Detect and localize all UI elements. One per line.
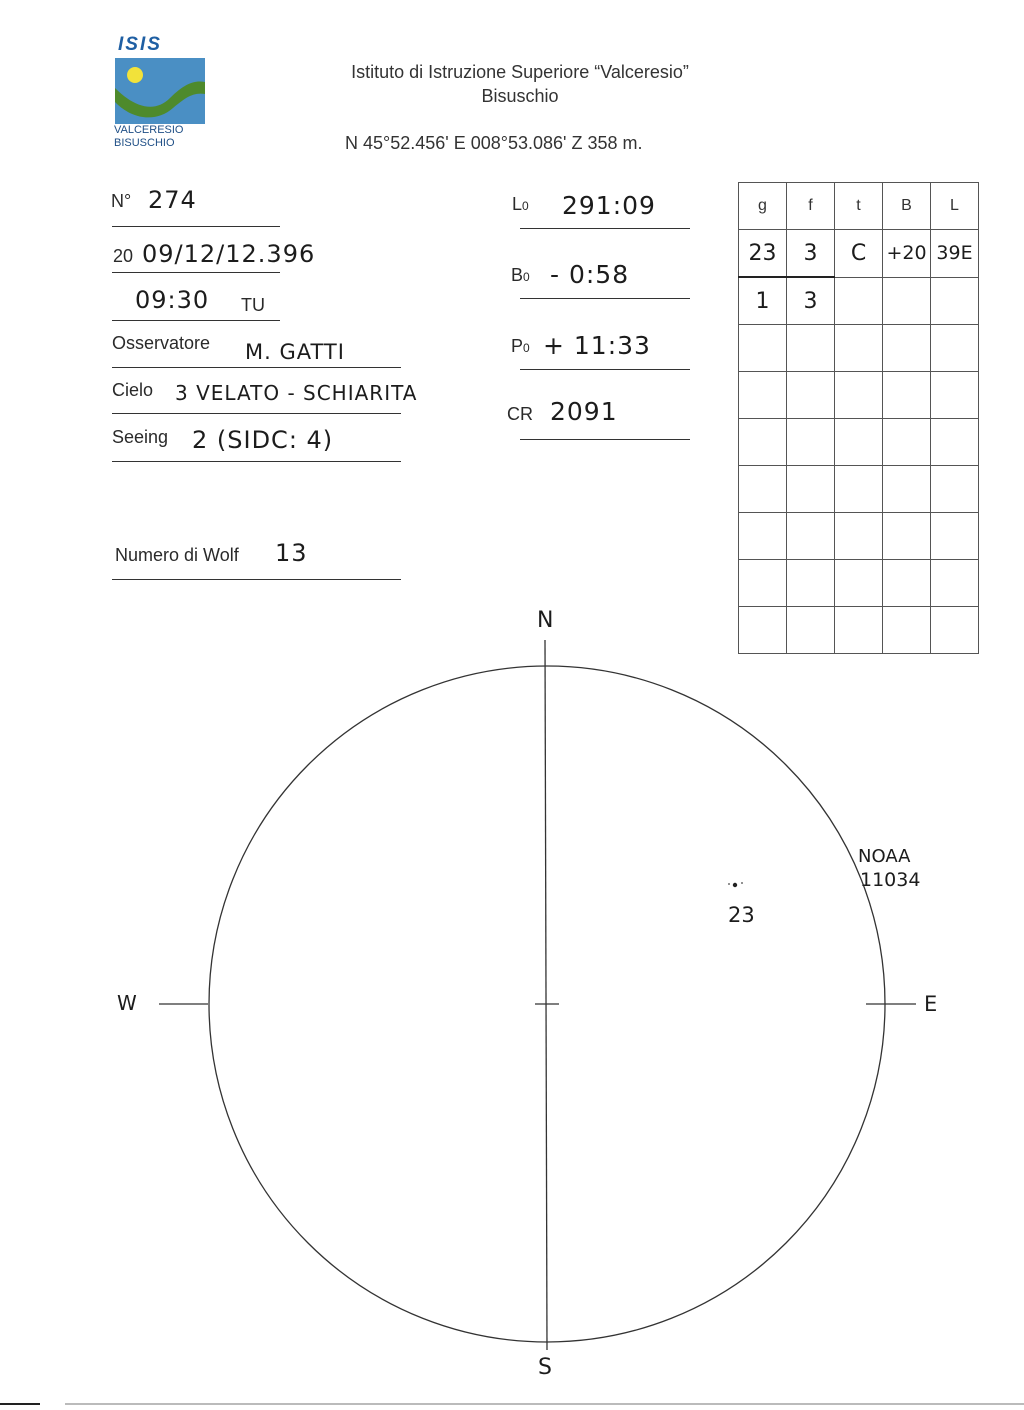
west-label: W (117, 991, 137, 1015)
institute-town: Bisuschio (481, 86, 559, 106)
cell-b: +20 (883, 230, 931, 278)
time-value: 09:30 (135, 286, 210, 314)
cell-f: 3 (787, 277, 835, 325)
east-label: E (924, 992, 938, 1016)
seeing-label: Seeing (112, 427, 169, 447)
wolf-value: 13 (275, 539, 308, 567)
header-f: f (787, 183, 835, 230)
noaa-label: NOAA (858, 846, 911, 867)
p0-value: + 11:33 (543, 331, 651, 360)
b0-value: - 0:58 (550, 260, 630, 289)
group-number-label: 23 (728, 903, 755, 927)
p0-label: P0 (511, 336, 530, 356)
noaa-number: 11034 (860, 869, 921, 891)
logo-text-line2: BISUSCHIO (114, 137, 175, 149)
time-suffix: TU (241, 295, 265, 315)
number-value: 274 (148, 186, 197, 214)
cell-g: 23 (739, 230, 787, 278)
header-b: B (883, 183, 931, 230)
wolf-label: Numero di Wolf (115, 545, 239, 565)
sky-label: Cielo (112, 380, 154, 400)
cell-l: 39E (931, 230, 979, 278)
b0-label: B0 (511, 265, 530, 285)
seeing-value: 2 (SIDC: 4) (192, 426, 334, 454)
header-l: L (931, 183, 979, 230)
institute-name: Istituto di Istruzione Superiore “Valceresio” (351, 62, 689, 82)
logo-text-line1: VALCERESIO (114, 124, 184, 136)
south-label: S (538, 1355, 552, 1380)
number-label: N° (111, 191, 132, 211)
cell-f: 3 (787, 230, 835, 278)
cell-t: C (835, 230, 883, 278)
sunspot-dot (733, 883, 737, 887)
sky-value: 3 VELATO - SCHIARITA (175, 381, 418, 405)
observer-label: Osservatore (112, 333, 211, 353)
date-prefix: 20 (113, 246, 134, 266)
l0-value: 291:09 (562, 191, 656, 220)
cr-label: CR (507, 404, 533, 424)
observer-value: M. GATTI (245, 340, 345, 364)
sunspot-dot (728, 883, 730, 885)
header-g: g (739, 183, 787, 230)
header-t: t (835, 183, 883, 230)
sunspot-dot (741, 882, 743, 884)
observatory-coordinates: N 45°52.456' E 008°53.086' Z 358 m. (345, 133, 643, 153)
ns-axis (545, 640, 547, 1350)
cell-g: 1 (739, 277, 787, 325)
north-label: N (537, 608, 554, 633)
cr-value: 2091 (550, 397, 618, 426)
date-value: 09/12/12.396 (142, 240, 316, 268)
l0-label: L0 (512, 194, 529, 214)
logo-acronym: ISIS (118, 34, 162, 55)
